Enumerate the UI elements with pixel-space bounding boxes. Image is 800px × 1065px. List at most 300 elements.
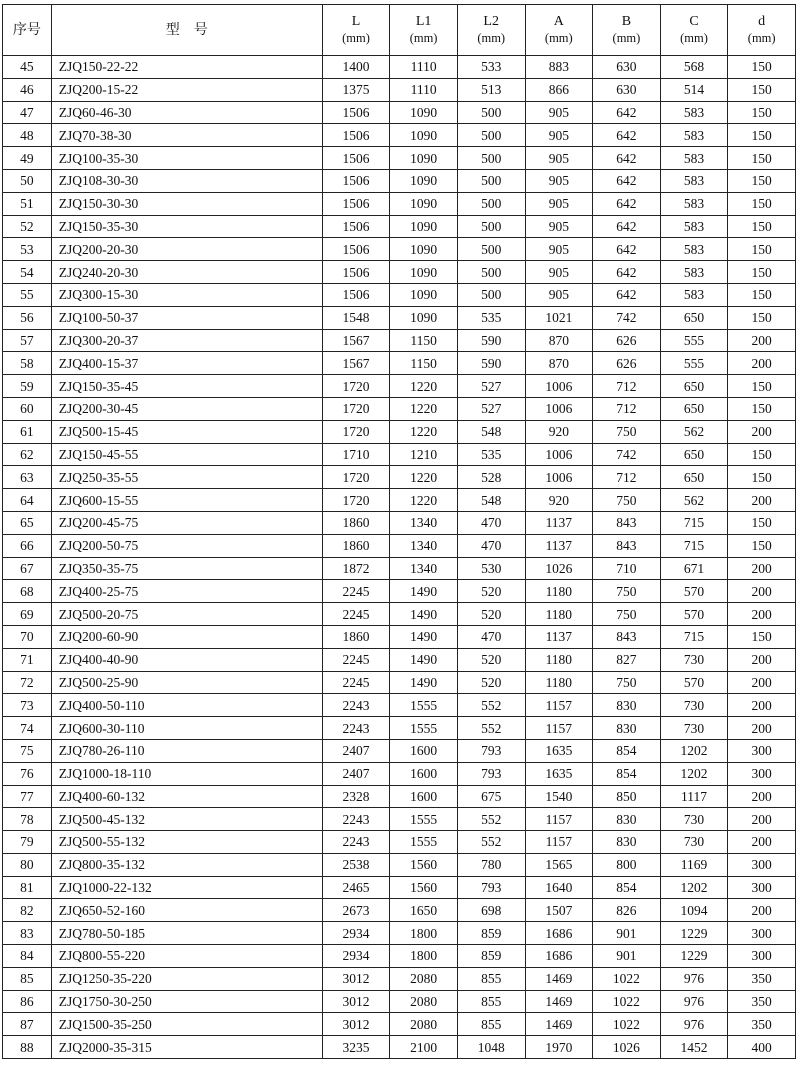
cell-L2: 533 [457,56,525,79]
cell-L1: 1090 [390,215,458,238]
cell-A: 905 [525,261,593,284]
cell-L: 2243 [322,717,390,740]
cell-B: 901 [593,922,661,945]
cell-d: 200 [728,557,796,580]
cell-d: 150 [728,534,796,557]
cell-index: 51 [3,192,52,215]
cell-model: ZJQ500-55-132 [51,831,322,854]
cell-L: 1506 [322,147,390,170]
cell-index: 48 [3,124,52,147]
cell-model: ZJQ200-30-45 [51,397,322,420]
header-row [3,5,796,56]
cell-L: 2465 [322,876,390,899]
cell-index: 61 [3,420,52,443]
cell-C: 583 [660,215,728,238]
cell-C: 715 [660,511,728,534]
cell-A: 1180 [525,580,593,603]
cell-L: 1375 [322,78,390,101]
cell-L1: 1090 [390,124,458,147]
cell-index: 67 [3,557,52,580]
cell-model: ZJQ100-35-30 [51,147,322,170]
cell-A: 905 [525,215,593,238]
cell-L: 1506 [322,238,390,261]
cell-d: 150 [728,192,796,215]
cell-L2: 520 [457,603,525,626]
cell-B: 826 [593,899,661,922]
cell-B: 854 [593,876,661,899]
cell-L2: 780 [457,853,525,876]
cell-A: 1157 [525,717,593,740]
cell-d: 150 [728,375,796,398]
cell-model: ZJQ350-35-75 [51,557,322,580]
cell-B: 630 [593,78,661,101]
cell-A: 905 [525,192,593,215]
cell-L1: 1490 [390,603,458,626]
cell-L1: 1220 [390,397,458,420]
cell-C: 1229 [660,945,728,968]
cell-d: 150 [728,169,796,192]
cell-C: 730 [660,648,728,671]
cell-d: 150 [728,466,796,489]
table-row [3,352,796,375]
cell-A: 1970 [525,1036,593,1059]
cell-L2: 500 [457,238,525,261]
cell-L1: 1090 [390,261,458,284]
cell-B: 830 [593,717,661,740]
cell-L2: 500 [457,147,525,170]
cell-A: 905 [525,124,593,147]
cell-model: ZJQ150-30-30 [51,192,322,215]
cell-B: 830 [593,808,661,831]
cell-C: 1094 [660,899,728,922]
cell-L2: 500 [457,169,525,192]
cell-L: 1872 [322,557,390,580]
cell-L2: 552 [457,717,525,740]
cell-L1: 1220 [390,489,458,512]
cell-C: 583 [660,101,728,124]
table-row [3,990,796,1013]
cell-model: ZJQ200-50-75 [51,534,322,557]
cell-d: 200 [728,352,796,375]
table-row [3,420,796,443]
cell-C: 715 [660,625,728,648]
cell-C: 1117 [660,785,728,808]
cell-model: ZJQ200-45-75 [51,511,322,534]
cell-index: 88 [3,1036,52,1059]
cell-index: 52 [3,215,52,238]
table-row [3,603,796,626]
cell-model: ZJQ250-35-55 [51,466,322,489]
cell-A: 1640 [525,876,593,899]
cell-index: 84 [3,945,52,968]
cell-A: 1006 [525,466,593,489]
cell-B: 642 [593,238,661,261]
header-col-index [3,5,52,56]
cell-index: 80 [3,853,52,876]
cell-index: 71 [3,648,52,671]
cell-model: ZJQ150-45-55 [51,443,322,466]
cell-model: ZJQ500-45-132 [51,808,322,831]
cell-L1: 1340 [390,511,458,534]
cell-d: 200 [728,489,796,512]
cell-L2: 513 [457,78,525,101]
cell-L2: 520 [457,648,525,671]
header-col-L [322,5,390,56]
cell-d: 150 [728,625,796,648]
cell-index: 79 [3,831,52,854]
cell-index: 82 [3,899,52,922]
cell-A: 870 [525,352,593,375]
cell-A: 905 [525,169,593,192]
cell-B: 854 [593,739,661,762]
table-row [3,625,796,648]
cell-A: 883 [525,56,593,79]
header-col-C [660,5,728,56]
table-row [3,1013,796,1036]
cell-model: ZJQ240-20-30 [51,261,322,284]
cell-model: ZJQ300-20-37 [51,329,322,352]
table-row [3,489,796,512]
cell-L1: 1210 [390,443,458,466]
cell-A: 1635 [525,739,593,762]
cell-A: 1157 [525,694,593,717]
header-unit: (mm) [612,31,641,45]
cell-L1: 1150 [390,352,458,375]
cell-L2: 1048 [457,1036,525,1059]
cell-A: 1469 [525,967,593,990]
cell-d: 150 [728,443,796,466]
cell-B: 712 [593,375,661,398]
header-label: 型 号 [165,22,208,38]
cell-C: 671 [660,557,728,580]
cell-L2: 470 [457,625,525,648]
table-row [3,739,796,762]
cell-B: 750 [593,580,661,603]
table-row [3,671,796,694]
cell-L2: 552 [457,831,525,854]
cell-A: 1635 [525,762,593,785]
cell-A: 1157 [525,808,593,831]
cell-model: ZJQ500-15-45 [51,420,322,443]
cell-B: 642 [593,261,661,284]
cell-B: 642 [593,215,661,238]
cell-B: 827 [593,648,661,671]
cell-B: 742 [593,443,661,466]
header-label: L2 [483,14,499,29]
cell-A: 1137 [525,511,593,534]
cell-L: 1506 [322,215,390,238]
header-label: d [758,14,766,29]
cell-model: ZJQ150-35-30 [51,215,322,238]
cell-L: 2673 [322,899,390,922]
cell-index: 85 [3,967,52,990]
header-label: C [689,14,699,29]
cell-L2: 500 [457,192,525,215]
cell-d: 350 [728,967,796,990]
table-row [3,922,796,945]
cell-B: 710 [593,557,661,580]
cell-A: 1180 [525,648,593,671]
cell-C: 730 [660,694,728,717]
cell-index: 73 [3,694,52,717]
cell-model: ZJQ400-50-110 [51,694,322,717]
cell-index: 70 [3,625,52,648]
cell-model: ZJQ1000-22-132 [51,876,322,899]
cell-A: 1026 [525,557,593,580]
cell-L1: 1110 [390,56,458,79]
cell-L2: 552 [457,694,525,717]
header-unit: (mm) [747,31,776,45]
table-row [3,648,796,671]
cell-index: 54 [3,261,52,284]
cell-d: 200 [728,420,796,443]
table-row [3,306,796,329]
cell-L: 1720 [322,489,390,512]
cell-C: 570 [660,580,728,603]
cell-L1: 1150 [390,329,458,352]
cell-B: 1022 [593,990,661,1013]
cell-L: 1567 [322,352,390,375]
cell-B: 901 [593,945,661,968]
cell-L: 2538 [322,853,390,876]
table-row [3,261,796,284]
cell-L1: 1800 [390,945,458,968]
header-label: L [351,14,361,29]
cell-L1: 1560 [390,876,458,899]
cell-d: 200 [728,603,796,626]
cell-model: ZJQ150-22-22 [51,56,322,79]
cell-L1: 1090 [390,101,458,124]
cell-C: 1202 [660,739,728,762]
cell-index: 50 [3,169,52,192]
cell-L: 2245 [322,580,390,603]
cell-L2: 793 [457,762,525,785]
cell-L1: 1340 [390,557,458,580]
cell-C: 650 [660,466,728,489]
table-body [3,56,796,1059]
cell-B: 630 [593,56,661,79]
table-row [3,56,796,79]
cell-L: 1860 [322,625,390,648]
header-label: L1 [415,14,432,29]
cell-L2: 793 [457,739,525,762]
cell-model: ZJQ200-20-30 [51,238,322,261]
cell-L2: 528 [457,466,525,489]
cell-L: 1860 [322,511,390,534]
table-row [3,580,796,603]
cell-L1: 1555 [390,717,458,740]
cell-C: 568 [660,56,728,79]
cell-L1: 1090 [390,169,458,192]
cell-A: 1469 [525,1013,593,1036]
header-col-d [728,5,796,56]
cell-d: 150 [728,78,796,101]
cell-d: 200 [728,329,796,352]
cell-index: 49 [3,147,52,170]
cell-L2: 548 [457,420,525,443]
cell-B: 742 [593,306,661,329]
table-row [3,876,796,899]
cell-B: 750 [593,420,661,443]
cell-B: 750 [593,671,661,694]
table-row [3,78,796,101]
cell-L2: 855 [457,967,525,990]
cell-L1: 1090 [390,306,458,329]
cell-B: 750 [593,603,661,626]
table-row [3,945,796,968]
cell-L: 3235 [322,1036,390,1059]
cell-A: 1157 [525,831,593,854]
cell-B: 850 [593,785,661,808]
cell-L: 2407 [322,739,390,762]
cell-model: ZJQ2000-35-315 [51,1036,322,1059]
cell-B: 830 [593,831,661,854]
cell-index: 75 [3,739,52,762]
cell-A: 1021 [525,306,593,329]
cell-L2: 500 [457,124,525,147]
cell-L: 2328 [322,785,390,808]
cell-L1: 1220 [390,375,458,398]
cell-d: 200 [728,717,796,740]
cell-model: ZJQ108-30-30 [51,169,322,192]
cell-L: 1506 [322,169,390,192]
cell-index: 66 [3,534,52,557]
cell-A: 866 [525,78,593,101]
cell-L1: 2100 [390,1036,458,1059]
cell-index: 81 [3,876,52,899]
table-row [3,443,796,466]
cell-A: 1469 [525,990,593,1013]
cell-d: 150 [728,261,796,284]
cell-index: 77 [3,785,52,808]
cell-d: 150 [728,101,796,124]
cell-d: 200 [728,785,796,808]
cell-L1: 1490 [390,671,458,694]
cell-index: 64 [3,489,52,512]
cell-L1: 1090 [390,147,458,170]
cell-index: 45 [3,56,52,79]
cell-L: 2243 [322,808,390,831]
cell-L: 1506 [322,283,390,306]
cell-d: 350 [728,990,796,1013]
cell-B: 800 [593,853,661,876]
cell-L: 1400 [322,56,390,79]
cell-C: 514 [660,78,728,101]
cell-L1: 1110 [390,78,458,101]
cell-C: 583 [660,283,728,306]
cell-L2: 520 [457,580,525,603]
table-row [3,124,796,147]
cell-B: 854 [593,762,661,785]
table-row [3,967,796,990]
cell-d: 150 [728,283,796,306]
cell-L2: 859 [457,922,525,945]
table-row [3,717,796,740]
cell-L1: 1090 [390,238,458,261]
cell-A: 1006 [525,443,593,466]
cell-L2: 500 [457,283,525,306]
cell-L1: 1490 [390,625,458,648]
cell-model: ZJQ780-26-110 [51,739,322,762]
cell-L1: 1800 [390,922,458,945]
header-col-A [525,5,593,56]
cell-L2: 859 [457,945,525,968]
cell-L: 1506 [322,261,390,284]
cell-L2: 855 [457,1013,525,1036]
cell-L: 1720 [322,420,390,443]
table-row [3,147,796,170]
cell-L1: 1220 [390,466,458,489]
cell-A: 870 [525,329,593,352]
cell-B: 830 [593,694,661,717]
cell-L2: 500 [457,215,525,238]
cell-C: 583 [660,147,728,170]
cell-A: 905 [525,147,593,170]
cell-A: 920 [525,420,593,443]
cell-L: 1506 [322,101,390,124]
cell-A: 1180 [525,603,593,626]
cell-C: 555 [660,352,728,375]
cell-L2: 470 [457,511,525,534]
cell-C: 583 [660,169,728,192]
cell-L: 1567 [322,329,390,352]
cell-C: 583 [660,124,728,147]
cell-model: ZJQ500-25-90 [51,671,322,694]
cell-index: 69 [3,603,52,626]
cell-d: 300 [728,853,796,876]
cell-model: ZJQ400-25-75 [51,580,322,603]
cell-C: 730 [660,717,728,740]
cell-L1: 1490 [390,580,458,603]
cell-index: 78 [3,808,52,831]
cell-index: 74 [3,717,52,740]
cell-L2: 520 [457,671,525,694]
cell-L: 2245 [322,671,390,694]
cell-L1: 1490 [390,648,458,671]
cell-model: ZJQ60-46-30 [51,101,322,124]
cell-L: 1710 [322,443,390,466]
cell-model: ZJQ650-52-160 [51,899,322,922]
table-row [3,101,796,124]
cell-d: 200 [728,899,796,922]
cell-L: 1720 [322,466,390,489]
table-row [3,192,796,215]
cell-L: 2407 [322,762,390,785]
cell-B: 843 [593,534,661,557]
cell-C: 583 [660,192,728,215]
cell-model: ZJQ800-35-132 [51,853,322,876]
header-unit: (mm) [342,31,370,45]
cell-d: 150 [728,147,796,170]
cell-index: 53 [3,238,52,261]
cell-L2: 470 [457,534,525,557]
table-row [3,329,796,352]
cell-L2: 535 [457,443,525,466]
cell-L1: 1090 [390,283,458,306]
cell-A: 1686 [525,945,593,968]
cell-L: 3012 [322,990,390,1013]
cell-L2: 527 [457,375,525,398]
cell-L: 2245 [322,603,390,626]
cell-model: ZJQ800-55-220 [51,945,322,968]
cell-C: 1202 [660,876,728,899]
cell-index: 76 [3,762,52,785]
cell-B: 1026 [593,1036,661,1059]
table-row [3,785,796,808]
cell-B: 642 [593,124,661,147]
cell-index: 56 [3,306,52,329]
cell-model: ZJQ300-15-30 [51,283,322,306]
